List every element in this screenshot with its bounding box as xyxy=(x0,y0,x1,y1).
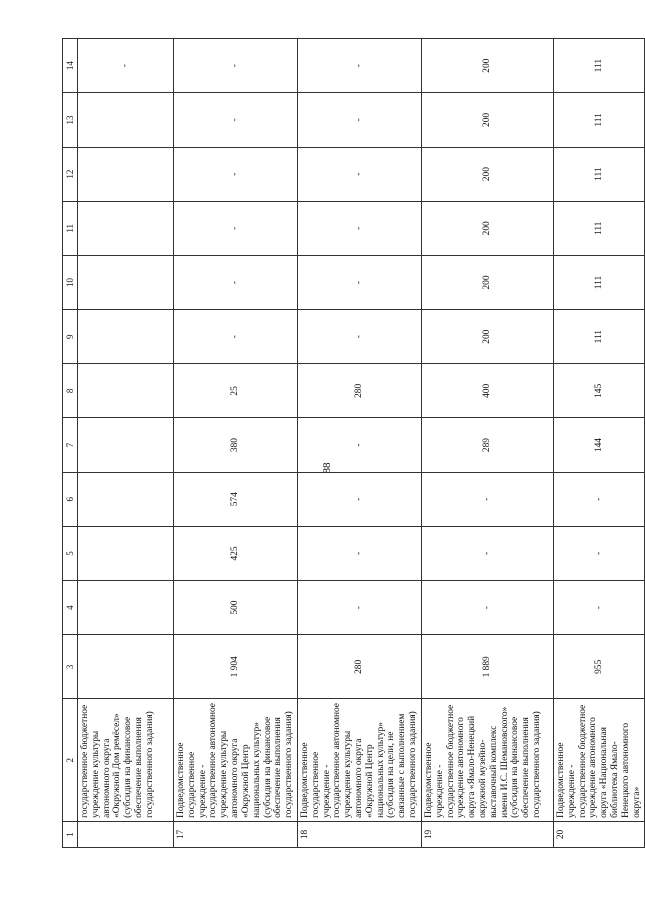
value-cell-col-8: 25 xyxy=(174,364,298,418)
row-number xyxy=(78,821,174,847)
recipient-name-cell: Подведомственное государственное учреждение - государственное автономное учреждение культуры автономного округа «Окружной Центр национальных культур» (субсидия на цели, не связанные с выполнением государственного задания) xyxy=(297,699,421,821)
value-cell-col-14: - xyxy=(297,39,421,93)
value-cell-col-4: - xyxy=(297,581,421,635)
column-number-8: 8 xyxy=(63,364,78,418)
value-cell-col-3: 1 904 xyxy=(174,635,298,699)
row-number: 17 xyxy=(174,821,298,847)
value-cell-col-10: 200 xyxy=(421,255,553,309)
table-row xyxy=(421,39,553,848)
value-cell-col-12: 200 xyxy=(421,147,553,201)
table-row xyxy=(174,39,298,848)
value-cell-col-4: 500 xyxy=(174,581,298,635)
row-number: 20 xyxy=(553,821,645,847)
column-number-row xyxy=(63,39,78,848)
column-number-9: 9 xyxy=(63,310,78,364)
value-cell-col-6: - xyxy=(553,472,645,526)
column-number-10: 10 xyxy=(63,255,78,309)
value-cell-col-9: - xyxy=(174,310,298,364)
column-number-14: 14 xyxy=(63,39,78,93)
value-cell-col-7 xyxy=(78,418,174,472)
value-cell-col-5: - xyxy=(421,526,553,580)
value-cell-col-9: 200 xyxy=(421,310,553,364)
table-row xyxy=(553,39,645,848)
recipient-name-cell: Подведомственное учреждение - государственное бюджетное учреждение автономного округа «Национальная библиотека Ямало-Ненецкого автономного округа» xyxy=(553,699,645,821)
financing-table xyxy=(62,38,645,848)
column-number-2: 2 xyxy=(63,699,78,821)
column-number-3: 3 xyxy=(63,635,78,699)
value-cell-col-11: 200 xyxy=(421,201,553,255)
table-row xyxy=(297,39,421,848)
column-number-7: 7 xyxy=(63,418,78,472)
value-cell-col-8 xyxy=(78,364,174,418)
value-cell-col-7: 289 xyxy=(421,418,553,472)
value-cell-col-8: 280 xyxy=(297,364,421,418)
row-number: 19 xyxy=(421,821,553,847)
value-cell-col-13: - xyxy=(297,93,421,147)
value-cell-col-13 xyxy=(78,93,174,147)
value-cell-col-14: - xyxy=(78,39,174,93)
value-cell-col-6: - xyxy=(421,472,553,526)
value-cell-col-11: - xyxy=(174,201,298,255)
value-cell-col-8: 400 xyxy=(421,364,553,418)
value-cell-col-14: 111 xyxy=(553,39,645,93)
value-cell-col-11: - xyxy=(297,201,421,255)
value-cell-col-13: 200 xyxy=(421,93,553,147)
value-cell-col-11 xyxy=(78,201,174,255)
rotated-table-wrapper xyxy=(62,38,642,848)
value-cell-col-3: 280 xyxy=(297,635,421,699)
recipient-name-cell: Подведомственное учреждение - государственное бюджетное учреждение автономного округа «Ямало-Ненецкий окружной музейно-выставочный комплекс имени И.С. Шемановского» (субсидия на финансовое обеспечение выполнения государственного задания) xyxy=(421,699,553,821)
table-row xyxy=(78,39,174,848)
value-cell-col-5 xyxy=(78,526,174,580)
value-cell-col-9 xyxy=(78,310,174,364)
value-cell-col-7: 380 xyxy=(174,418,298,472)
recipient-name-cell: государственное бюджетное учреждение культуры автономного округа «Окружной Дом ремёсел» (субсидия на финансовое обеспечение выполнения государственного задания) xyxy=(78,699,174,821)
value-cell-col-3: 1 889 xyxy=(421,635,553,699)
column-number-5: 5 xyxy=(63,526,78,580)
value-cell-col-10: 111 xyxy=(553,255,645,309)
value-cell-col-10 xyxy=(78,255,174,309)
value-cell-col-4: - xyxy=(421,581,553,635)
row-number: 18 xyxy=(297,821,421,847)
value-cell-col-5: 425 xyxy=(174,526,298,580)
column-number-11: 11 xyxy=(63,201,78,255)
value-cell-col-7: 144 xyxy=(553,418,645,472)
value-cell-col-6 xyxy=(78,472,174,526)
recipient-name-cell: Подведомственное государственное учреждение - государственное автономное учреждение культуры автономного округа «Окружной Центр национальных культур» (субсидия на финансовое обеспечение выполнения государственного задания) xyxy=(174,699,298,821)
value-cell-col-4 xyxy=(78,581,174,635)
value-cell-col-14: - xyxy=(174,39,298,93)
value-cell-col-4: - xyxy=(553,581,645,635)
value-cell-col-9: 111 xyxy=(553,310,645,364)
column-number-12: 12 xyxy=(63,147,78,201)
value-cell-col-12: - xyxy=(297,147,421,201)
value-cell-col-11: 111 xyxy=(553,201,645,255)
page-number: 88 xyxy=(321,462,333,474)
value-cell-col-10: - xyxy=(297,255,421,309)
value-cell-col-12 xyxy=(78,147,174,201)
value-cell-col-9: - xyxy=(297,310,421,364)
value-cell-col-7: - xyxy=(297,418,421,472)
column-number-4: 4 xyxy=(63,581,78,635)
value-cell-col-3 xyxy=(78,635,174,699)
value-cell-col-14: 200 xyxy=(421,39,553,93)
value-cell-col-5: - xyxy=(297,526,421,580)
value-cell-col-8: 145 xyxy=(553,364,645,418)
value-cell-col-13: - xyxy=(174,93,298,147)
value-cell-col-12: - xyxy=(174,147,298,201)
value-cell-col-10: - xyxy=(174,255,298,309)
column-number-1: 1 xyxy=(63,821,78,847)
value-cell-col-5: - xyxy=(553,526,645,580)
value-cell-col-12: 111 xyxy=(553,147,645,201)
value-cell-col-3: 955 xyxy=(553,635,645,699)
value-cell-col-6: - xyxy=(297,472,421,526)
column-number-13: 13 xyxy=(63,93,78,147)
value-cell-col-6: 574 xyxy=(174,472,298,526)
column-number-6: 6 xyxy=(63,472,78,526)
value-cell-col-13: 111 xyxy=(553,93,645,147)
